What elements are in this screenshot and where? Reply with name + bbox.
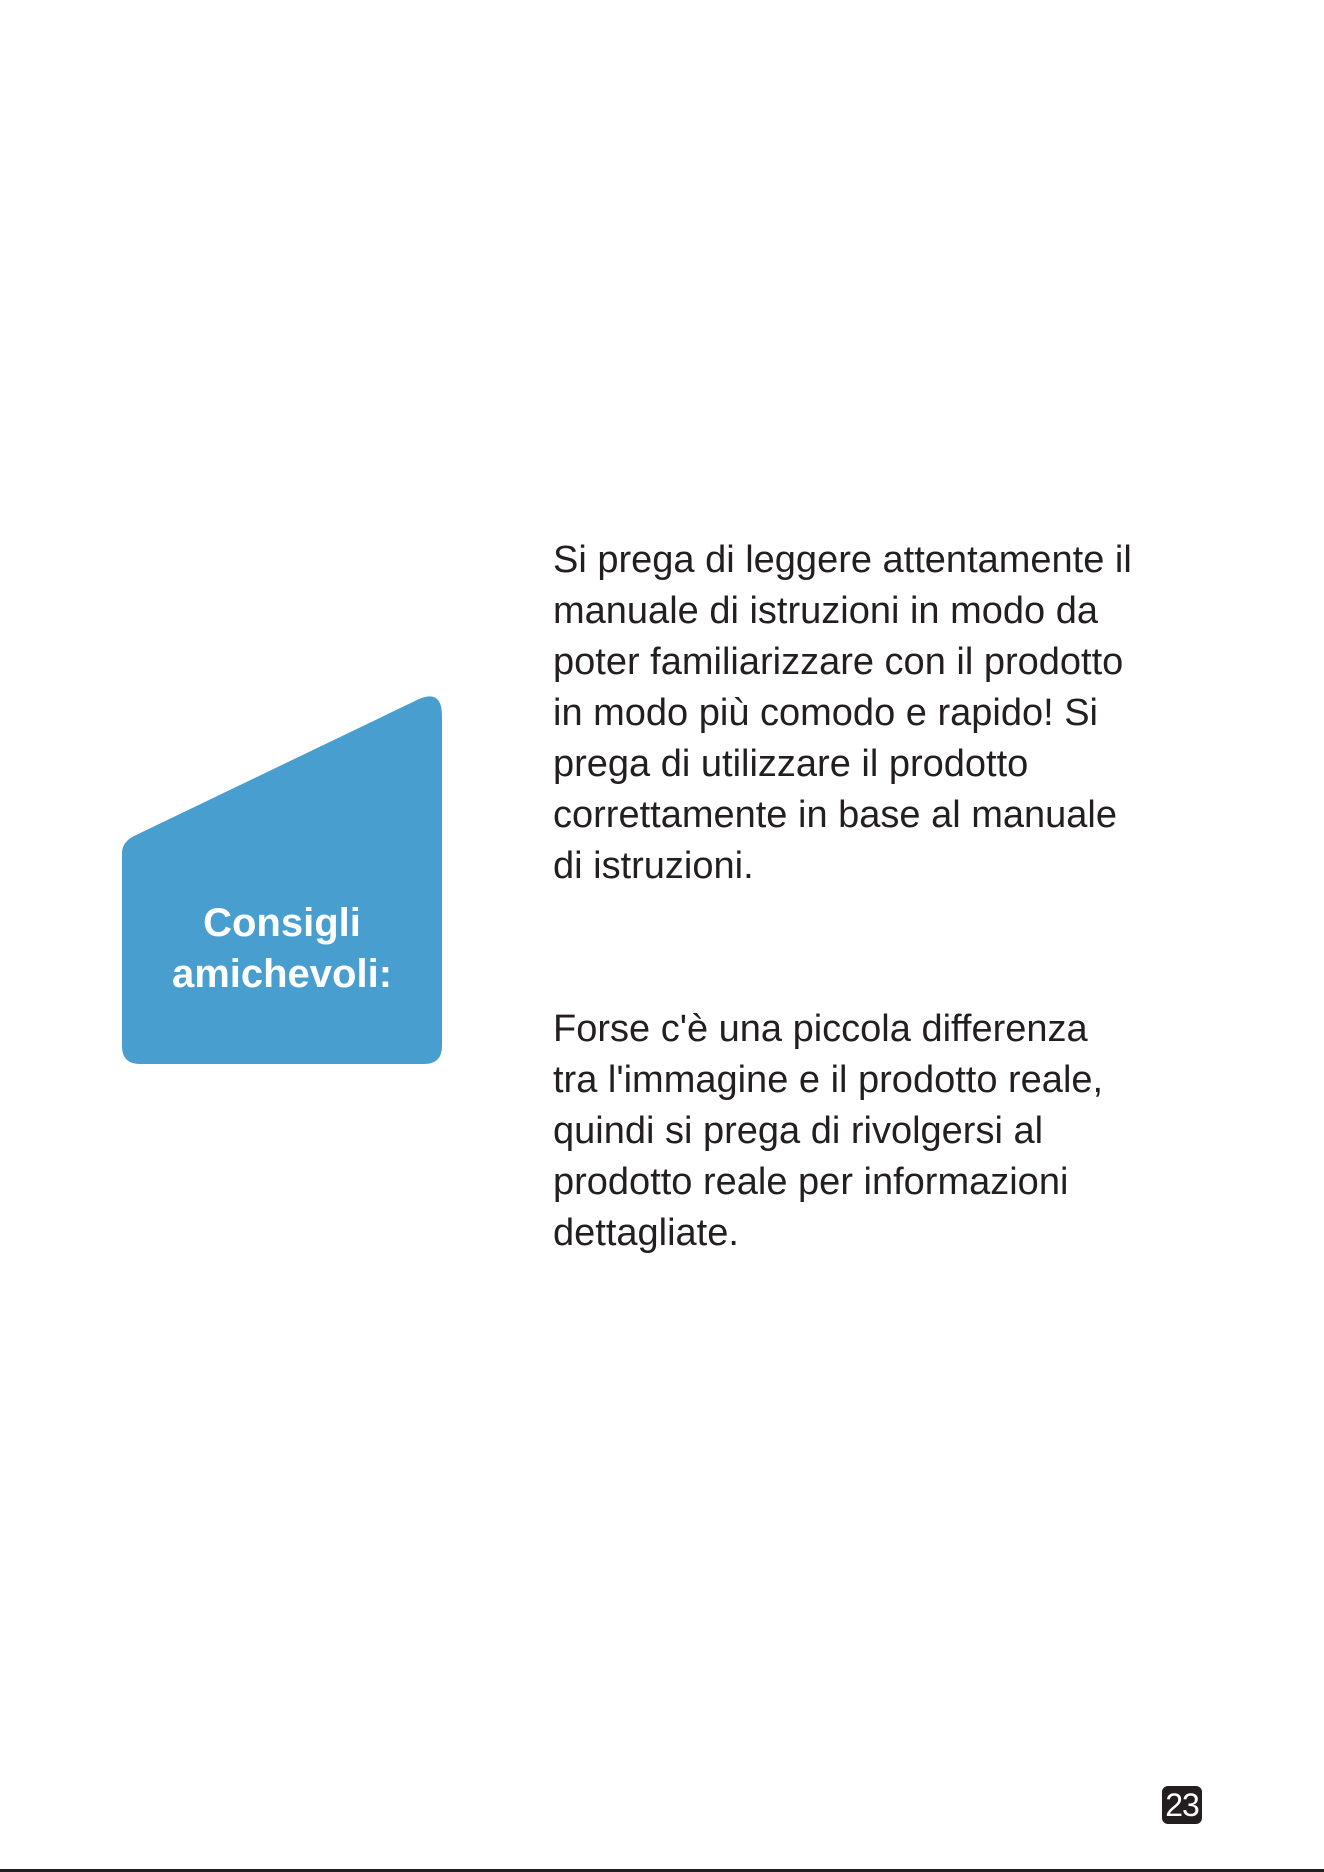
paragraph-line: Forse c'è una piccola differenza: [553, 1008, 1088, 1050]
paragraph-line: in modo più comodo e rapido! Si: [553, 692, 1098, 734]
paragraph-line: manuale di istruzioni in modo da: [553, 590, 1098, 632]
page-number: 23: [1162, 1786, 1202, 1824]
tips-badge: [122, 690, 442, 1064]
tips-badge-shape: [122, 690, 442, 1064]
tips-badge-label-line-1: Consigli: [203, 901, 361, 945]
paragraph-image-difference: [553, 1004, 1233, 1259]
paragraph-line: quindi si prega di rivolgersi al: [553, 1110, 1044, 1152]
tips-badge-label: [122, 898, 442, 1000]
tips-badge-label-line-2: amichevoli:: [171, 952, 393, 996]
paragraph-line: dettagliate.: [553, 1212, 739, 1254]
paragraph-line: prodotto reale per informazioni: [553, 1161, 1069, 1203]
paragraph-line: tra l'immagine e il prodotto reale,: [553, 1059, 1104, 1101]
paragraph-line: Si prega di leggere attentamente il: [553, 539, 1132, 581]
paragraph-instructions: [553, 535, 1233, 892]
paragraph-line: di istruzioni.: [553, 845, 754, 887]
paragraph-line: poter familiarizzare con il prodotto: [553, 641, 1124, 683]
paragraph-line: prega di utilizzare il prodotto: [553, 743, 1029, 785]
paragraph-line: correttamente in base al manuale: [553, 794, 1117, 836]
